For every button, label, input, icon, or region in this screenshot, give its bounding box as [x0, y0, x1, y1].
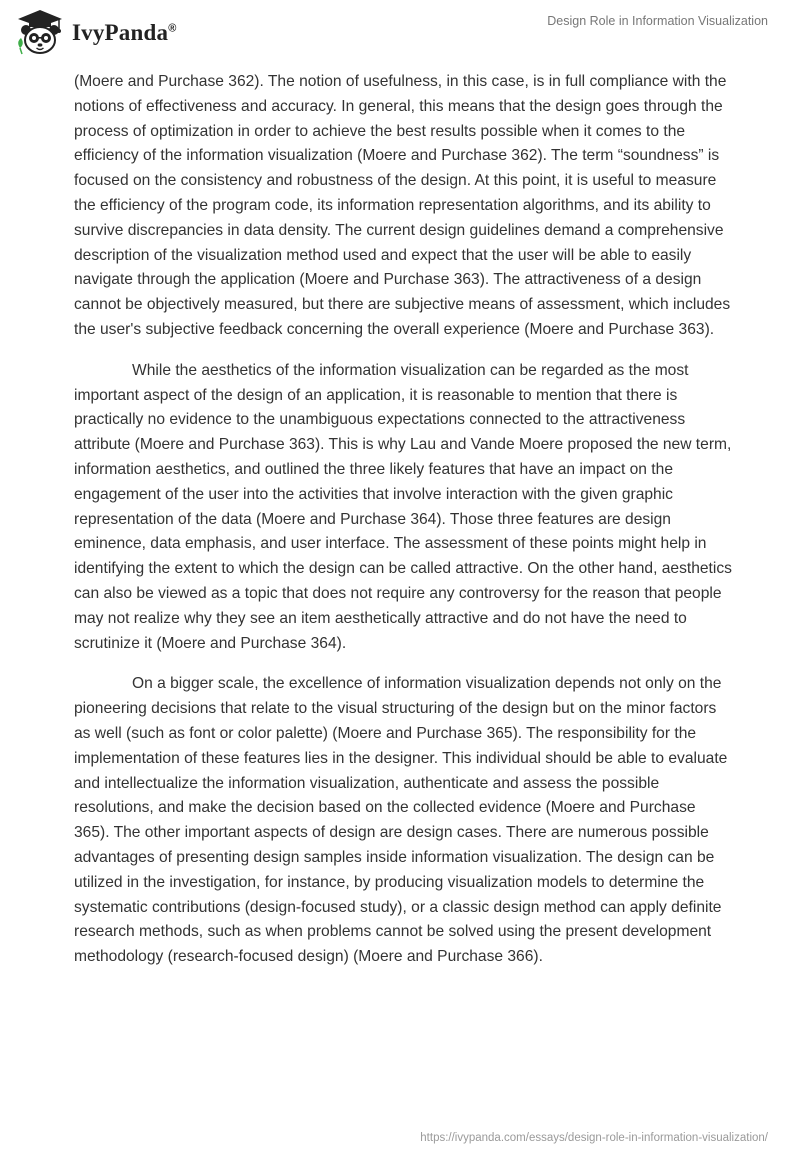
ivypanda-logo[interactable] — [14, 8, 177, 56]
paragraph: (Moere and Purchase 362). The notion of usefulness, in this case, is in full compliance with the notions of effectiveness and accuracy. In general, this means that the design goes through the process of optimization in order to achieve the best results possible when it comes to the efficiency of the information visualization (Moere and Purchase 362). The term “soundness” is focused on the consistency and robustness of the design. At this point, it is useful to measure the efficiency of the program code, its information representation algorithms, and its ability to survive discrepancies in data density. The current design guidelines demand a comprehensive description of the visualization method used and expect that the user will be able to easily navigate through the application (Moere and Purchase 363). The attractiveness of a design cannot be objectively measured, but there are subjective means of assessment, which includes the user's subjective feedback concerning the overall experience (Moere and Purchase 363). — [74, 73, 731, 338]
panda-graduate-icon — [14, 8, 66, 56]
page-header — [0, 0, 800, 70]
brand-name: IvyPanda® — [72, 20, 177, 45]
essay-body — [74, 70, 734, 986]
registered-mark: ® — [168, 22, 177, 35]
paragraph: On a bigger scale, the excellence of information visualization depends not only on the pioneering decisions that relate to the visual structuring of the design but on the minor factors as well (such as font or color palette) (Moere and Purchase 365). The responsibility for the implementation of these features lies in the designer. This individual should be able to evaluate and intellectualize the information visualization, authenticate and assess the possible resolutions, and make the decision based on the collected evidence (Moere and Purchase 365). The other important aspects of design are design cases. There are numerous possible advantages of presenting design samples inside information visualization. The design can be utilized in the investigation, for instance, by producing visualization models to determine the systematic contributions (design-focused study), or a classic design method can apply definite research methods, such as when problems cannot be solved using the present development methodology (research-focused design) (Moere and Purchase 366). — [74, 675, 728, 966]
document-title: Design Role in Information Visualization — [547, 14, 768, 28]
paragraph: While the aesthetics of the information visualization can be regarded as the most important aspect of the design of an application, it is reasonable to mention that there is practically no evidence to the unambiguous expectations connected to the attractiveness attribute (Moere and Purchase 363). This is why Lau and Vande Moere proposed the new term, information aesthetics, and outlined the three likely features that have an impact on the engagement of the user into the activities that involve interaction with the given graphic representation of the data (Moere and Purchase 364). Those three features are design eminence, data emphasis, and user interface. The assessment of these points might help in identifying the extent to which the design can be called attractive. On the other hand, aesthetics can also be viewed as a topic that does not require any controversy for the reason that people may not realize why they see an item aesthetically attractive and do not have the need to scrutinize it (Moere and Purchase 364). — [74, 361, 732, 652]
source-url-link[interactable]: https://ivypanda.com/essays/design-role-in-information-visualization/ — [420, 1132, 768, 1144]
